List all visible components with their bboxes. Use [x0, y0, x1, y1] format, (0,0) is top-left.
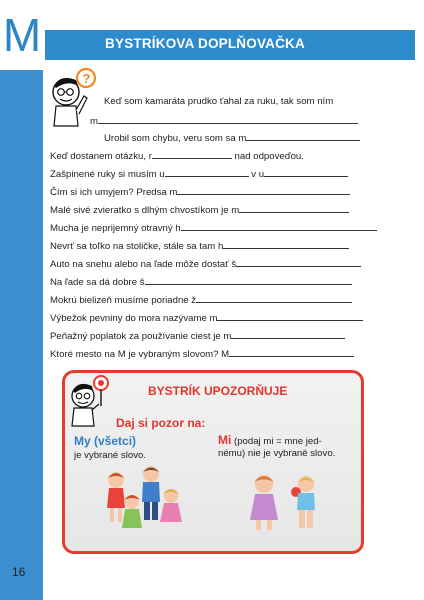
- word-my-note: je vybrané slovo.: [74, 450, 146, 461]
- exercise-line: [90, 114, 358, 128]
- exercise-line: [50, 185, 350, 199]
- line-text: Auto na snehu alebo na ľade môže dostať š: [50, 259, 237, 270]
- answer-blank[interactable]: [229, 347, 354, 357]
- warning-subtitle: Daj si pozor na:: [116, 416, 206, 430]
- line-text: m: [90, 116, 98, 127]
- exercise-line: [50, 329, 345, 343]
- line-text: Výbežok pevniny do mora nazývame m: [50, 313, 218, 324]
- exercise-line: [50, 347, 354, 361]
- page-title: BYSTRÍKOVA DOPLŇOVAČKA: [105, 36, 305, 51]
- answer-blank[interactable]: [177, 185, 350, 195]
- answer-blank[interactable]: [231, 329, 345, 339]
- exercise-line: [104, 96, 333, 108]
- chapter-letter: M: [2, 9, 42, 61]
- mi-note-line-1: (podaj mi = mne jed-: [231, 436, 322, 447]
- answer-blank[interactable]: [264, 167, 348, 177]
- children-pair-illustration: [236, 470, 320, 532]
- answer-blank[interactable]: [239, 203, 349, 213]
- line-text: v u: [248, 169, 265, 180]
- exercise-line: [50, 221, 377, 235]
- line-text: Keď dostanem otázku, r: [50, 151, 152, 162]
- exercise-line: [104, 131, 360, 145]
- answer-blank[interactable]: [98, 114, 358, 124]
- answer-blank[interactable]: [181, 221, 377, 231]
- exercise-line: [50, 293, 352, 307]
- line-text: nad odpoveďou.: [231, 151, 304, 162]
- line-text: Čím si ich umyjem? Predsa m: [50, 187, 178, 198]
- mi-note-line-2: nému) nie je vybrané slovo.: [218, 448, 336, 459]
- line-text: Zašpinené ruky si musím u: [50, 169, 165, 180]
- exercise-line: [50, 167, 348, 181]
- exercise-line: [50, 257, 361, 271]
- exercise-line: [50, 203, 349, 217]
- line-text: Keď som kamaráta prudko ťahal za ruku, tak som ním: [104, 96, 334, 107]
- answer-blank[interactable]: [246, 131, 360, 141]
- answer-blank[interactable]: [145, 275, 352, 285]
- answer-blank[interactable]: [165, 167, 249, 177]
- children-group-illustration: [96, 462, 188, 532]
- exercise-line: [50, 149, 304, 163]
- answer-blank[interactable]: [217, 311, 363, 321]
- answer-blank[interactable]: [223, 239, 349, 249]
- svg-text:?: ?: [82, 71, 91, 86]
- line-text: Ktoré mesto na M je vybraným slovom? M: [50, 349, 230, 360]
- side-color-strip: [0, 20, 43, 600]
- line-text: Peňažný poplatok za používanie ciest je m: [50, 331, 232, 342]
- page-number: 16: [12, 565, 26, 579]
- line-text: Urobil som chybu, veru som sa m: [104, 133, 247, 144]
- exercise-line: [50, 311, 363, 325]
- boy-lollipop-sign-icon: [66, 374, 114, 428]
- answer-blank[interactable]: [196, 293, 352, 303]
- word-my: My (všetci): [74, 434, 137, 448]
- answer-blank[interactable]: [236, 257, 361, 267]
- line-text: Nevrť sa toľko na stoličke, stále sa tam h: [50, 241, 224, 252]
- word-mi: Mi: [218, 433, 232, 447]
- line-text: Na ľade sa dá dobre š: [50, 277, 145, 288]
- warning-title: BYSTRÍK UPOZORŇUJE: [148, 384, 288, 398]
- answer-blank[interactable]: [152, 149, 232, 159]
- exercise-line: [50, 239, 349, 253]
- line-text: Malé sivé zvieratko s dlhým chvostíkom je m: [50, 205, 240, 216]
- line-text: Mucha je neprijemný otravný h: [50, 223, 181, 234]
- word-mi-note: [218, 434, 348, 460]
- exercise-line: [50, 275, 352, 289]
- line-text: Mokrú bielizeň musíme poriadne ž: [50, 295, 197, 306]
